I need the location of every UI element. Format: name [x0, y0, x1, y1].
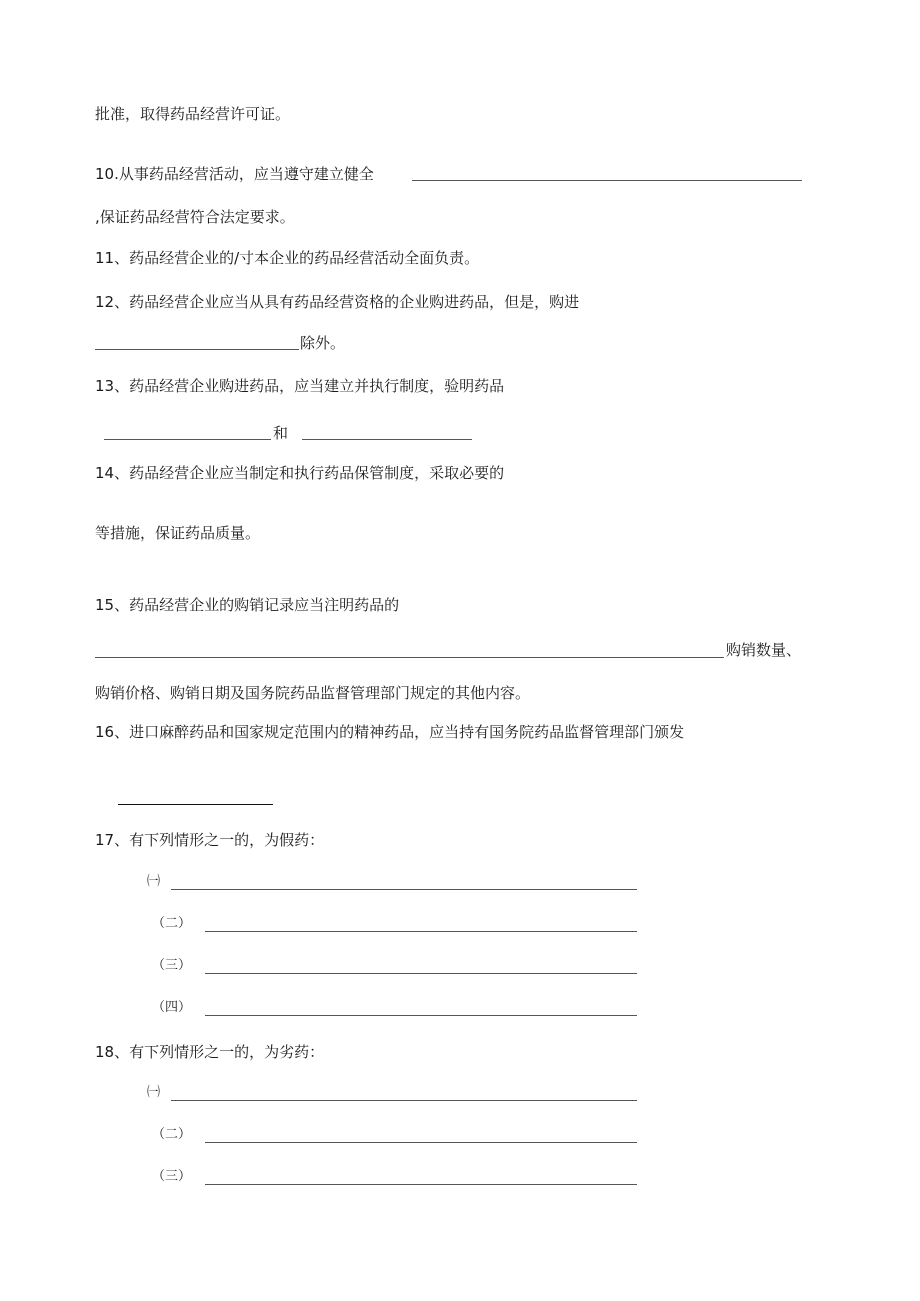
q17-item-2-blank[interactable]: [205, 931, 637, 932]
question-12-continuation: 除外。: [300, 334, 346, 352]
question-16-text: 16、进口麻醉药品和国家规定范围内的精神药品，应当持有国务院药品监督管理部门颁发: [95, 723, 685, 741]
q17-item-1-label: ㈠: [147, 874, 161, 889]
question-18-text: 18、有下列情形之一的，为劣药：: [95, 1043, 325, 1061]
answer-blank-13a[interactable]: [104, 439, 271, 440]
answer-blank-10[interactable]: [412, 180, 802, 181]
answer-blank-12[interactable]: [95, 349, 299, 350]
question-15-text: 15、药品经营企业的购销记录应当注明药品的: [95, 596, 400, 614]
question-13-and: 和: [273, 424, 289, 442]
question-15-continuation: 购销价格、购销日期及国务院药品监督管理部门规定的其他内容。: [95, 684, 531, 702]
answer-blank-16[interactable]: [118, 804, 273, 805]
question-13-text: 13、药品经营企业购进药品，应当建立并执行制度，验明药品: [95, 377, 505, 395]
question-10-continuation: ,保证药品经营符合法定要求。: [95, 208, 295, 226]
text-approval: 批准，取得药品经营许可证。: [95, 105, 291, 123]
q17-item-4-label: （四）: [152, 1000, 192, 1015]
q17-item-3-blank[interactable]: [205, 973, 637, 974]
question-10-text: 10.从事药品经营活动，应当遵守建立健全: [95, 165, 374, 183]
question-17-text: 17、有下列情形之一的，为假药：: [95, 831, 325, 849]
q18-item-1-blank[interactable]: [171, 1100, 637, 1101]
q17-item-1-blank[interactable]: [171, 889, 637, 890]
q18-item-1-label: ㈠: [147, 1085, 161, 1100]
q18-item-3-label: （三）: [152, 1169, 192, 1184]
q17-item-4-blank[interactable]: [205, 1015, 637, 1016]
q18-item-3-blank[interactable]: [205, 1184, 637, 1185]
answer-blank-13b[interactable]: [302, 439, 472, 440]
answer-blank-15[interactable]: [95, 657, 724, 658]
q18-item-2-label: （二）: [152, 1127, 192, 1142]
question-12-text: 12、药品经营企业应当从具有药品经营资格的企业购进药品，但是，购进: [95, 293, 580, 311]
question-11-text: 11、药品经营企业的/寸本企业的药品经营活动全面负责。: [95, 249, 480, 267]
question-14-continuation: 等措施，保证药品质量。: [95, 524, 261, 542]
q18-item-2-blank[interactable]: [205, 1142, 637, 1143]
q17-item-3-label: （三）: [152, 958, 192, 973]
question-15-purchase-quantity: 购销数量、: [726, 641, 802, 659]
q17-item-2-label: （二）: [152, 916, 192, 931]
question-14-text: 14、药品经营企业应当制定和执行药品保管制度，采取必要的: [95, 464, 505, 482]
